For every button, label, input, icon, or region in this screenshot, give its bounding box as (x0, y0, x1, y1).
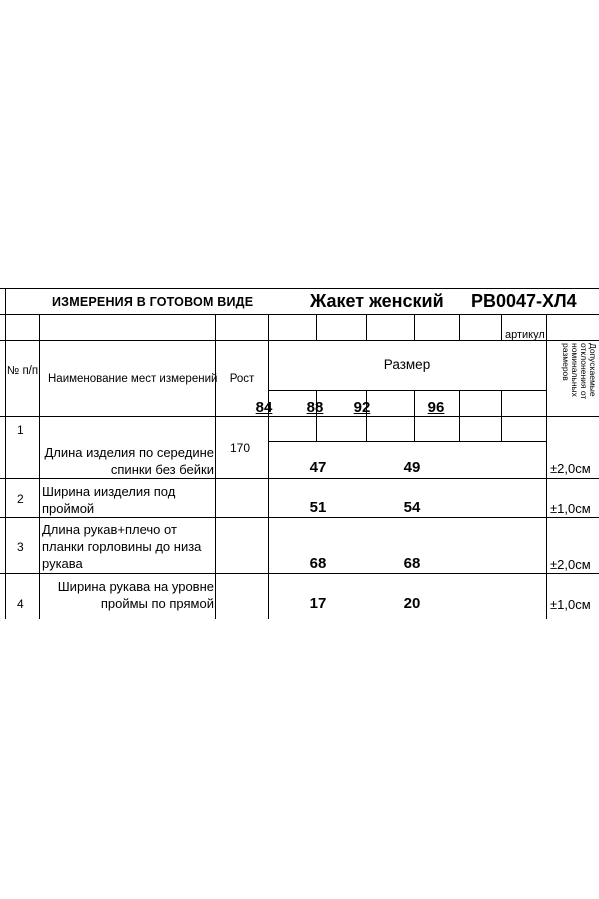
column-header-number: № п/п (6, 365, 39, 377)
row-height: 170 (230, 441, 251, 455)
grid-line (0, 478, 599, 479)
grid-line (546, 314, 547, 619)
grid-line (0, 314, 599, 315)
grid-line (268, 390, 546, 391)
row-number: 4 (17, 597, 24, 611)
row-number: 3 (17, 540, 24, 554)
row-value-a: 51 (309, 499, 327, 516)
row-value-b: 20 (403, 595, 421, 612)
size-92: 92 (353, 399, 371, 416)
article-label: артикул (505, 329, 545, 341)
row-name: Ширина рукава на уровне проймы по прямой (57, 579, 214, 611)
grid-line (268, 441, 546, 442)
row-name: Ширина иизделия под проймой (42, 484, 176, 516)
size-88: 88 (306, 399, 324, 416)
grid-line (501, 314, 502, 340)
row-value-b: 54 (403, 499, 421, 516)
product-name: Жакет женский (310, 291, 444, 311)
grid-line (414, 390, 415, 441)
row-value-a: 68 (309, 555, 327, 572)
grid-line (0, 416, 599, 417)
grid-line (0, 288, 599, 289)
row-value-b: 68 (403, 555, 421, 572)
grid-line (215, 314, 216, 619)
row-tolerance: ±1,0см (550, 501, 591, 516)
grid-line (0, 573, 599, 574)
grid-line (39, 314, 40, 619)
column-header-tolerance (561, 343, 597, 399)
row-number: 1 (17, 423, 24, 437)
tolerance-line: размеров (561, 343, 571, 381)
section-title: ИЗМЕРЕНИЯ В ГОТОВОМ ВИДЕ (52, 295, 254, 309)
grid-line (5, 288, 6, 619)
grid-line (501, 390, 502, 441)
grid-line (459, 314, 460, 340)
grid-line (414, 314, 415, 340)
column-header-height: Рост (229, 373, 255, 385)
row-tolerance: ±2,0см (550, 557, 591, 572)
grid-line (459, 390, 460, 441)
row-value-b: 49 (403, 459, 421, 476)
grid-line (316, 314, 317, 340)
article-code: РВ0047-ХЛ4 (471, 291, 577, 311)
tolerance-line: Допускаемые (588, 343, 598, 397)
row-number: 2 (17, 492, 24, 506)
column-header-name: Наименование мест измерений (48, 373, 218, 385)
size-84: 84 (255, 399, 273, 416)
row-tolerance: ±2,0см (550, 461, 591, 476)
row-name: Длина изделия по середине спинки без бейки (44, 445, 214, 477)
row-value-a: 47 (309, 459, 327, 476)
row-name: Длина рукав+плечо от планки горловины до низа рукава (42, 522, 202, 571)
column-header-size: Размер (383, 357, 431, 372)
grid-line (366, 314, 367, 340)
row-tolerance: ±1,0см (550, 597, 591, 612)
row-value-a: 17 (309, 595, 327, 612)
tolerance-line: номинальных (570, 343, 580, 397)
grid-line (0, 517, 599, 518)
size-96: 96 (427, 399, 445, 416)
tolerance-line: отклонения от (579, 343, 589, 400)
